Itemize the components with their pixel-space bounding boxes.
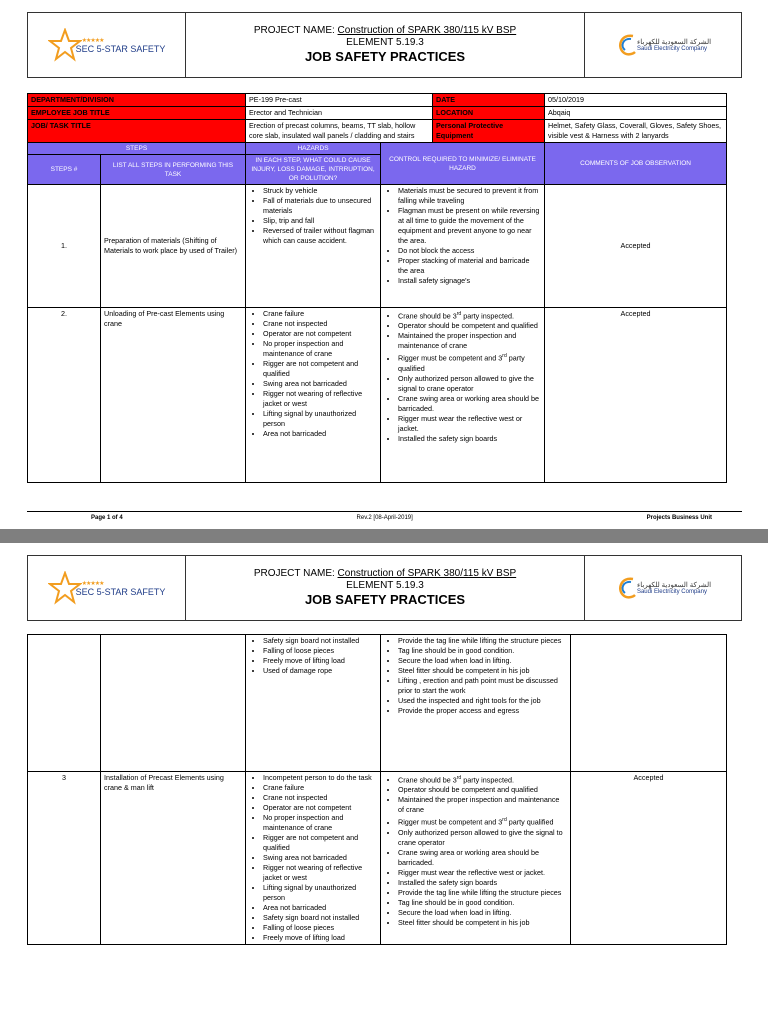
list-item: • Rigger not wearing of reflective jacket or west	[263, 863, 377, 883]
company-name-en: Saudi Electricity Company	[636, 589, 707, 595]
comments-header: COMMENTS OF JOB OBSERVATION	[545, 143, 727, 185]
list-item: • Steel fitter should be competent in his job	[398, 918, 567, 928]
sec-company-logo	[585, 556, 741, 620]
list-item: • Maintained the proper inspection and maintenance of crane	[398, 331, 541, 351]
control-list	[381, 185, 545, 308]
list-item: • Falling of loose pieces	[263, 646, 377, 656]
revision: Rev.2 [08-April-2019]	[356, 515, 413, 521]
sec-logo	[28, 556, 186, 620]
hazard-list	[246, 635, 381, 772]
list-item: • Freely move of lifting load	[263, 656, 377, 666]
hazard-list	[246, 308, 381, 483]
loc-value: Abqaiq	[545, 107, 727, 120]
project-name: PROJECT NAME: Construction of SPARK 380/115 kV BSP	[253, 568, 517, 579]
table-row	[28, 772, 727, 945]
list-item: • Lifting signal by unauthorized person	[263, 883, 377, 903]
company-name-en: Saudi Electricity Company	[636, 46, 707, 52]
element-label: ELEMENT 5.19.3	[346, 580, 424, 591]
dept-label: DEPARTMENT/DIVISION	[28, 94, 246, 107]
list-item: • Secure the load when load in lifting.	[398, 908, 567, 918]
jsp-table	[27, 93, 727, 483]
list-item: • Struck by vehicle	[263, 186, 377, 196]
list-item: • Flagman must be present on while reversing at all time to guide the movement of the equipment and prevent anyone to go near the area.	[398, 206, 541, 246]
list-item: • Crane not inspected	[263, 793, 377, 803]
step-number: 1.	[28, 185, 101, 308]
hazard-list	[246, 772, 381, 945]
list-item: • Lifting , erection and path point must be discussed prior to start the work	[398, 676, 567, 696]
logo-text: SEC 5-STAR SAFETY	[75, 43, 166, 54]
list-item: • Swing area not barricaded	[263, 379, 377, 389]
list-item: • Tag line should be in good condition.	[398, 646, 567, 656]
list-item: • Do not block the access	[398, 246, 541, 256]
list-item: • Operator should be competent and qualified	[398, 321, 541, 331]
sec-logo	[28, 13, 186, 77]
list-item: • Crane swing area or working area should be barricaded.	[398, 848, 567, 868]
ppe-value: Helmet, Safety Glass, Coverall, Gloves, Safety Shoes, visible vest & Harness with 2 lanyards	[545, 120, 727, 143]
list-item: • Area not barricaded	[263, 429, 377, 439]
list-item: • Rigger must wear the reflective west or jacket.	[398, 868, 567, 878]
hazards-header: HAZARDS	[246, 143, 381, 155]
list-item: • Reversed of trailer without flagman which can cause accident.	[263, 226, 377, 246]
list-item: • Safety sign board not installed	[263, 913, 377, 923]
table-row	[28, 308, 727, 483]
job-value: Erection of precast columns, beams, TT slab, hollow core slab, insulated wall panels / cladding and stairs	[246, 120, 433, 143]
page-footer	[27, 511, 742, 521]
step-description: Unloading of Pre-cast Elements using crane	[101, 308, 246, 483]
list-item: • Installed the safety sign boards	[398, 878, 567, 888]
document-title: JOB SAFETY PRACTICES	[304, 49, 466, 64]
list-item: • Area not barricaded	[263, 903, 377, 913]
company-name-ar: الشركة السعودية للكهرباء	[636, 39, 712, 46]
list-item: • Falling of loose pieces	[263, 923, 377, 933]
jsp-table-continued	[27, 634, 727, 945]
control-list	[381, 772, 571, 945]
list-item: • Slip, trip and fall	[263, 216, 377, 226]
emp-label: EMPLOYEE JOB TITLE	[28, 107, 246, 120]
document-page-2	[0, 543, 768, 1024]
list-item: • Crane failure	[263, 783, 377, 793]
stars-icon: ★★★★★	[81, 37, 104, 44]
list-item: • Operator should be competent and qualified	[398, 785, 567, 795]
list-item: • Crane should be 3rd party inspected.	[398, 773, 567, 785]
list-item: • No proper inspection and maintenance of crane	[263, 339, 377, 359]
project-name: PROJECT NAME: Construction of SPARK 380/115 kV BSP	[253, 25, 517, 36]
list-item: • Materials must be secured to prevent it from falling while traveling	[398, 186, 541, 206]
stars-icon: ★★★★★	[81, 580, 104, 587]
steps-header: STEPS	[28, 143, 246, 155]
control-list	[381, 308, 545, 483]
list-item: • Tag line should be in good condition.	[398, 898, 567, 908]
comment: Accepted	[545, 308, 727, 483]
list-item: • Swing area not barricaded	[263, 853, 377, 863]
list-item: • Rigger must be competent and 3rd party qualified	[398, 815, 567, 827]
dept-value: PE-199 Pre-cast	[246, 94, 433, 107]
list-item: • Freely move of lifting load	[263, 933, 377, 943]
logo-text: SEC 5-STAR SAFETY	[75, 586, 166, 597]
list-item: • Crane should be 3rd party inspected.	[398, 309, 541, 321]
list-item: • Crane not inspected	[263, 319, 377, 329]
page-number: Page 1 of 4	[91, 515, 123, 521]
control-header: CONTROL REQUIRED TO MINIMIZE/ ELIMINATE HAZARD	[381, 143, 545, 185]
list-item: • Only authorized person allowed to give the signal to crane operator	[398, 828, 567, 848]
sec-company-logo	[585, 13, 741, 77]
step-description: Preparation of materials (Shifting of Materials to work place by used of Trailer)	[101, 185, 246, 308]
list-item: • Steel fitter should be competent in his job	[398, 666, 567, 676]
control-list	[381, 635, 571, 772]
business-unit: Projects Business Unit	[646, 515, 712, 521]
list-item: • Used the inspected and right tools for the job	[398, 696, 567, 706]
list-item: • Fall of materials due to unsecured materials	[263, 196, 377, 216]
step-number: 2.	[28, 308, 101, 483]
table-row	[28, 185, 727, 308]
list-item: • Operator are not competent	[263, 329, 377, 339]
list-item: • No proper inspection and maintenance of crane	[263, 813, 377, 833]
list-item: • Rigger are not competent and qualified	[263, 833, 377, 853]
company-logo-icon	[615, 32, 637, 58]
company-logo-icon	[615, 575, 637, 601]
list-item: • Rigger not wearing of reflective jacket or west	[263, 389, 377, 409]
list-item: • Crane failure	[263, 309, 377, 319]
step-description: Installation of Precast Elements using crane & man lift	[101, 772, 246, 945]
list-item: • Provide the tag line while lifting the structure pieces	[398, 888, 567, 898]
date-value: 05/10/2019	[545, 94, 727, 107]
list-item: • Installed the safety sign boards	[398, 434, 541, 444]
comment: Accepted	[545, 185, 727, 308]
list-item: • Rigger must be competent and 3rd party qualified	[398, 351, 541, 373]
list-item: • Lifting signal by unauthorized person	[263, 409, 377, 429]
element-label: ELEMENT 5.19.3	[346, 37, 424, 48]
steps-no-header: STEPS #	[28, 155, 101, 185]
hazard-list	[246, 185, 381, 308]
list-item: • Crane swing area or working area should be barricaded.	[398, 394, 541, 414]
emp-value: Erector and Technician	[246, 107, 433, 120]
list-item: • Rigger are not competent and qualified	[263, 359, 377, 379]
list-item: • Maintained the proper inspection and maintenance of crane	[398, 795, 567, 815]
document-title: JOB SAFETY PRACTICES	[304, 592, 466, 607]
list-steps-header: LIST ALL STEPS IN PERFORMING THIS TASK	[101, 155, 246, 185]
ppe-label: Personal Protective Equipment	[433, 120, 545, 143]
each-step-header: IN EACH STEP, WHAT COULD CAUSE INJURY, LOSS DAMAGE, INTRRUPTION, OR POLUTION?	[246, 155, 381, 185]
list-item: • Provide the tag line while lifting the structure pieces	[398, 636, 567, 646]
loc-label: LOCATION	[433, 107, 545, 120]
list-item: • Secure the load when load in lifting.	[398, 656, 567, 666]
page-header	[27, 555, 742, 621]
job-label: JOB/ TASK TITLE	[28, 120, 246, 143]
list-item: • Provide the proper access and egress	[398, 706, 567, 716]
page-header	[27, 12, 742, 78]
list-item: • Install safety signage's	[398, 276, 541, 286]
step-number: 3	[28, 772, 101, 945]
company-name-ar: الشركة السعودية للكهرباء	[636, 582, 712, 589]
date-label: DATE	[433, 94, 545, 107]
list-item: • Operator are not competent	[263, 803, 377, 813]
list-item: • Rigger must wear the reflective west or jacket.	[398, 414, 541, 434]
list-item: • Proper stacking of material and barricade the area	[398, 256, 541, 276]
table-row	[28, 635, 727, 772]
list-item: • Incompetent person to do the task	[263, 773, 377, 783]
comment: Accepted	[571, 772, 727, 945]
list-item: • Used of damage rope	[263, 666, 377, 676]
list-item: • Safety sign board not installed	[263, 636, 377, 646]
list-item: • Only authorized person allowed to give the signal to crane operator	[398, 374, 541, 394]
